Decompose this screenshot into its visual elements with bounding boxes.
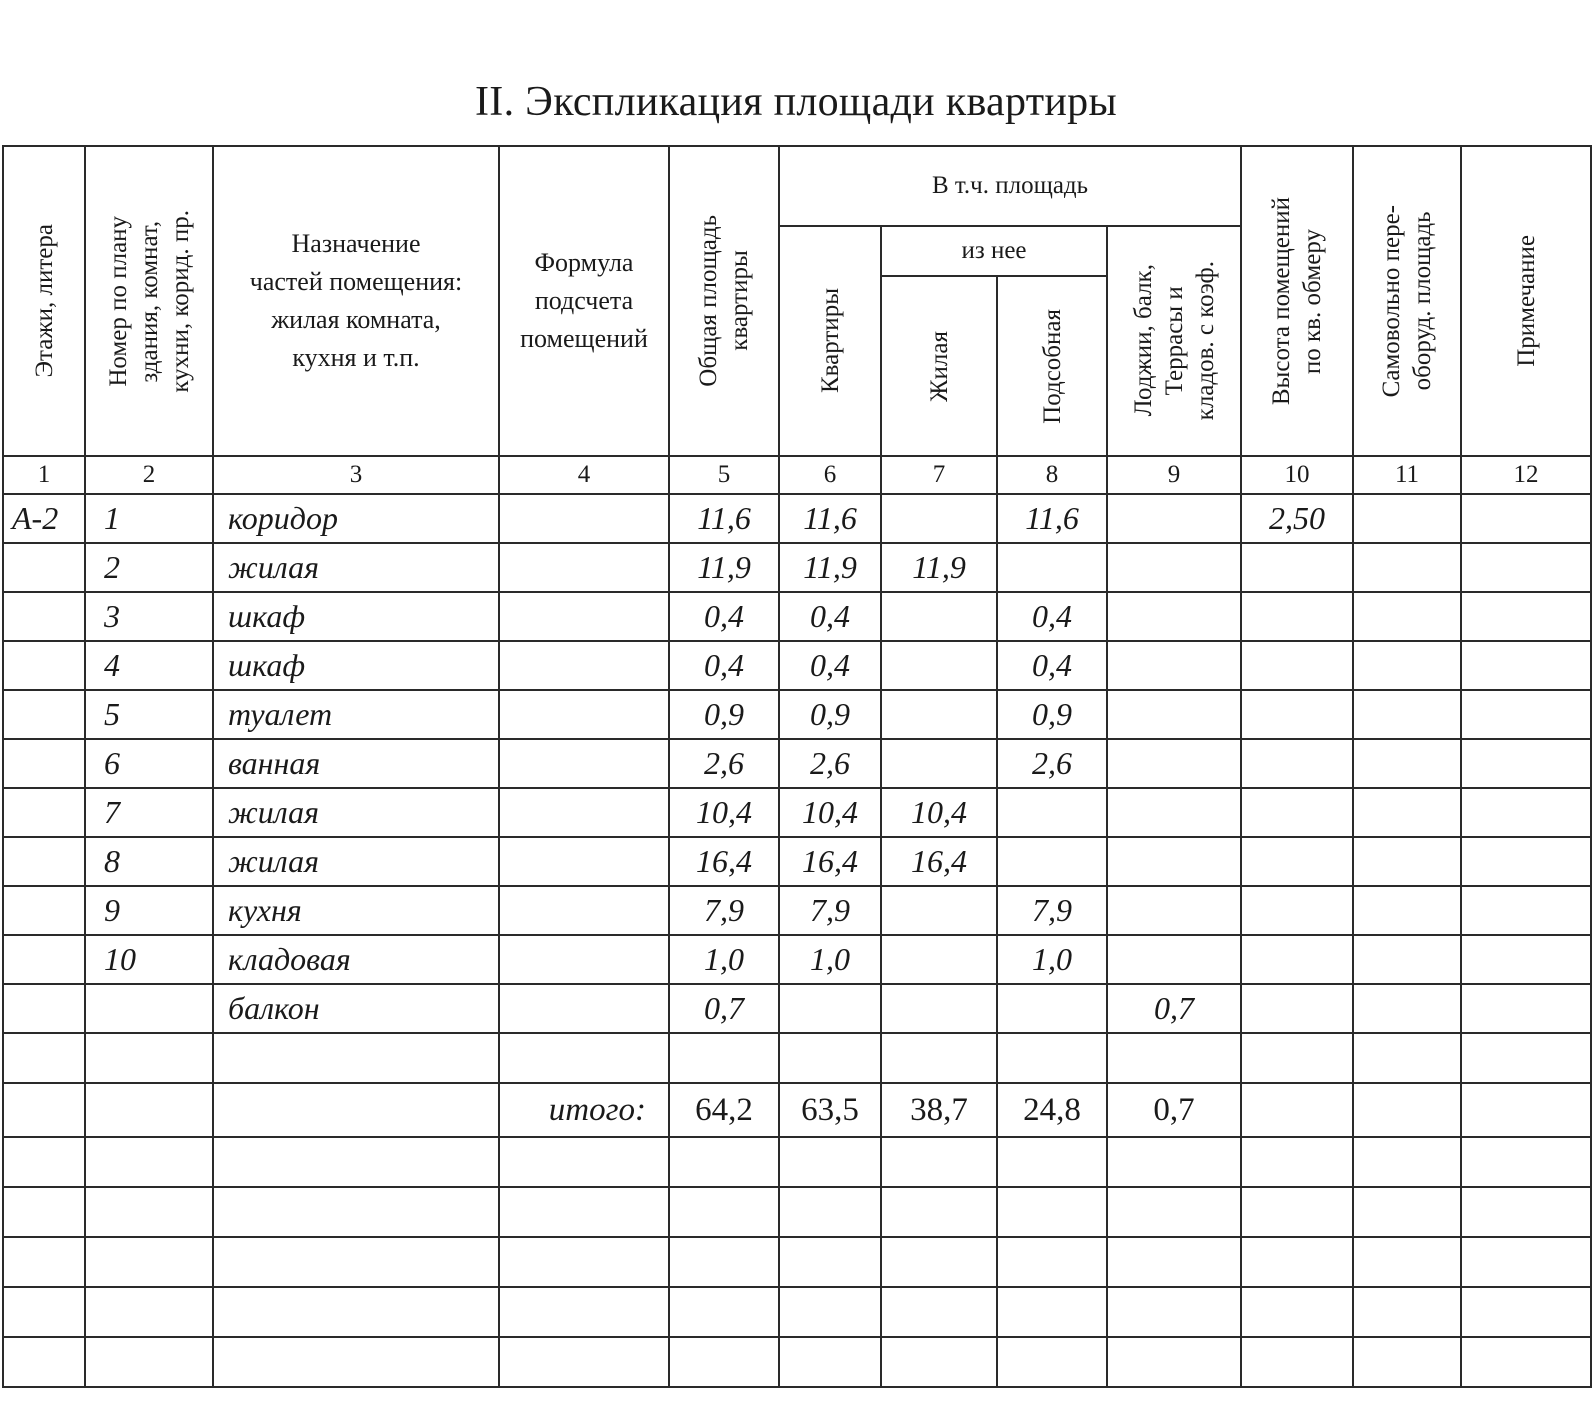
cell-height <box>1241 788 1353 837</box>
cell-formula <box>499 690 669 739</box>
empty-cell <box>779 1287 881 1337</box>
cell-apt: 0,9 <box>779 690 881 739</box>
empty-cell <box>85 1237 213 1287</box>
table-row <box>3 984 1591 1033</box>
header-note: Примечание <box>1461 146 1591 456</box>
empty-cell <box>997 1287 1107 1337</box>
empty-cell <box>1353 1237 1461 1287</box>
column-number: 9 <box>1107 456 1241 494</box>
table-row <box>3 886 1591 935</box>
cell-aux <box>997 984 1107 1033</box>
cell-living: 11,9 <box>881 543 997 592</box>
cell-no: 6 <box>85 739 213 788</box>
table-row <box>3 494 1591 543</box>
cell-loggia <box>1107 641 1241 690</box>
cell-name: шкаф <box>213 592 499 641</box>
cell-total: 1,0 <box>669 935 779 984</box>
cell-loggia <box>1107 788 1241 837</box>
empty-cell <box>1353 1187 1461 1237</box>
cell-note <box>1461 641 1591 690</box>
cell-loggia <box>1107 739 1241 788</box>
cell-note <box>1461 788 1591 837</box>
cell-name: жилая <box>213 543 499 592</box>
cell-no: 1 <box>85 494 213 543</box>
cell-unauth <box>1353 592 1461 641</box>
cell-apt: 2,6 <box>779 739 881 788</box>
cell-aux: 11,6 <box>997 494 1107 543</box>
cell-unauth <box>1353 494 1461 543</box>
column-number: 8 <box>997 456 1107 494</box>
cell-loggia <box>1107 494 1241 543</box>
cell-no: 10 <box>85 935 213 984</box>
empty-row <box>3 1237 1591 1287</box>
cell-formula <box>499 935 669 984</box>
cell-living <box>881 739 997 788</box>
cell-loggia <box>1107 690 1241 739</box>
cell-loggia <box>1107 886 1241 935</box>
total-loggia: 0,7 <box>1107 1083 1241 1137</box>
empty-cell <box>669 1287 779 1337</box>
empty-cell <box>85 1187 213 1237</box>
header-plan-number: Номер по плану здания, комнат, кухни, корид. пр. <box>85 146 213 456</box>
cell-floor: А-2 <box>3 494 85 543</box>
cell-no: 9 <box>85 886 213 935</box>
empty-cell <box>1353 1083 1461 1137</box>
cell-aux: 0,9 <box>997 690 1107 739</box>
empty-row <box>3 1337 1591 1387</box>
cell-name: жилая <box>213 788 499 837</box>
column-number: 1 <box>3 456 85 494</box>
cell-name: ванная <box>213 739 499 788</box>
cell-loggia <box>1107 543 1241 592</box>
cell-formula <box>499 739 669 788</box>
cell-note <box>1461 739 1591 788</box>
cell-living: 10,4 <box>881 788 997 837</box>
empty-cell <box>1461 1187 1591 1237</box>
empty-cell <box>3 1137 85 1187</box>
table-row <box>3 739 1591 788</box>
cell-height <box>1241 984 1353 1033</box>
table-row <box>3 641 1591 690</box>
cell-loggia: 0,7 <box>1107 984 1241 1033</box>
empty-cell <box>499 1237 669 1287</box>
empty-cell <box>1353 1337 1461 1387</box>
cell-no: 7 <box>85 788 213 837</box>
empty-cell <box>213 1033 499 1083</box>
empty-cell <box>1107 1337 1241 1387</box>
cell-total: 10,4 <box>669 788 779 837</box>
empty-cell <box>1461 1137 1591 1187</box>
cell-floor <box>3 641 85 690</box>
empty-cell <box>997 1137 1107 1187</box>
cell-total: 7,9 <box>669 886 779 935</box>
cell-apt: 0,4 <box>779 641 881 690</box>
header-floor: Этажи, литера <box>3 146 85 456</box>
cell-loggia <box>1107 837 1241 886</box>
cell-total: 11,6 <box>669 494 779 543</box>
empty-cell <box>1353 1137 1461 1187</box>
column-number: 2 <box>85 456 213 494</box>
cell-apt <box>779 984 881 1033</box>
header-purpose: Назначение частей помещения: жилая комната, кухня и т.п. <box>213 146 499 456</box>
column-number: 12 <box>1461 456 1591 494</box>
empty-cell <box>3 1337 85 1387</box>
empty-cell <box>1353 1033 1461 1083</box>
cell-no: 3 <box>85 592 213 641</box>
cell-unauth <box>1353 543 1461 592</box>
cell-aux: 1,0 <box>997 935 1107 984</box>
cell-aux: 2,6 <box>997 739 1107 788</box>
empty-cell <box>1107 1033 1241 1083</box>
cell-floor <box>3 543 85 592</box>
empty-cell <box>1107 1137 1241 1187</box>
cell-total: 11,9 <box>669 543 779 592</box>
cell-note <box>1461 592 1591 641</box>
cell-loggia <box>1107 592 1241 641</box>
empty-cell <box>85 1137 213 1187</box>
cell-unauth <box>1353 837 1461 886</box>
cell-name: жилая <box>213 837 499 886</box>
cell-name: туалет <box>213 690 499 739</box>
cell-total: 0,9 <box>669 690 779 739</box>
empty-cell <box>779 1187 881 1237</box>
cell-floor <box>3 837 85 886</box>
empty-cell <box>1461 1237 1591 1287</box>
cell-aux: 7,9 <box>997 886 1107 935</box>
cell-no <box>85 984 213 1033</box>
empty-cell <box>213 1237 499 1287</box>
cell-floor <box>3 788 85 837</box>
table-row <box>3 837 1591 886</box>
cell-formula <box>499 494 669 543</box>
cell-height <box>1241 886 1353 935</box>
header-group-area: В т.ч. площадь <box>779 146 1241 226</box>
empty-cell <box>881 1287 997 1337</box>
header-living: Жилая <box>881 276 997 456</box>
cell-aux <box>997 543 1107 592</box>
empty-cell <box>997 1187 1107 1237</box>
cell-name: коридор <box>213 494 499 543</box>
cell-apt: 0,4 <box>779 592 881 641</box>
cell-height <box>1241 641 1353 690</box>
header-total-area: Общая площадь квартиры <box>669 146 779 456</box>
cell-apt: 11,9 <box>779 543 881 592</box>
empty-cell <box>213 1337 499 1387</box>
empty-cell <box>3 1187 85 1237</box>
cell-floor <box>3 886 85 935</box>
cell-living <box>881 641 997 690</box>
total-label: итого: <box>499 1083 669 1137</box>
empty-cell <box>779 1237 881 1287</box>
empty-cell <box>3 1237 85 1287</box>
cell-note <box>1461 543 1591 592</box>
cell-floor <box>3 739 85 788</box>
cell-total: 16,4 <box>669 837 779 886</box>
cell-total: 2,6 <box>669 739 779 788</box>
cell-no: 2 <box>85 543 213 592</box>
empty-cell <box>1241 1187 1353 1237</box>
cell-height <box>1241 837 1353 886</box>
empty-cell <box>669 1237 779 1287</box>
cell-floor <box>3 690 85 739</box>
empty-cell <box>1241 1237 1353 1287</box>
cell-note <box>1461 837 1591 886</box>
empty-cell <box>881 1137 997 1187</box>
empty-cell <box>1353 1287 1461 1337</box>
cell-height <box>1241 739 1353 788</box>
column-number: 7 <box>881 456 997 494</box>
cell-name: балкон <box>213 984 499 1033</box>
table-row <box>3 592 1591 641</box>
cell-formula <box>499 886 669 935</box>
cell-formula <box>499 592 669 641</box>
empty-cell <box>779 1033 881 1083</box>
cell-aux: 0,4 <box>997 592 1107 641</box>
cell-total: 0,7 <box>669 984 779 1033</box>
table-row <box>3 935 1591 984</box>
column-number: 3 <box>213 456 499 494</box>
cell-unauth <box>1353 739 1461 788</box>
cell-note <box>1461 690 1591 739</box>
cell-aux: 0,4 <box>997 641 1107 690</box>
empty-cell <box>499 1287 669 1337</box>
cell-total: 0,4 <box>669 641 779 690</box>
total-total: 64,2 <box>669 1083 779 1137</box>
empty-cell <box>997 1033 1107 1083</box>
cell-no: 8 <box>85 837 213 886</box>
empty-cell <box>85 1287 213 1337</box>
cell-formula <box>499 837 669 886</box>
empty-cell <box>779 1137 881 1187</box>
cell-living <box>881 886 997 935</box>
cell-name: кухня <box>213 886 499 935</box>
cell-height <box>1241 543 1353 592</box>
empty-cell <box>213 1187 499 1237</box>
cell-floor <box>3 592 85 641</box>
empty-cell <box>881 1237 997 1287</box>
table-row <box>3 543 1591 592</box>
header-formula: Формула подсчета помещений <box>499 146 669 456</box>
column-number: 10 <box>1241 456 1353 494</box>
empty-cell <box>85 1083 213 1137</box>
cell-formula <box>499 543 669 592</box>
cell-unauth <box>1353 886 1461 935</box>
empty-cell <box>1461 1337 1591 1387</box>
cell-apt: 16,4 <box>779 837 881 886</box>
cell-no: 5 <box>85 690 213 739</box>
header-apartment: Квартиры <box>779 226 881 456</box>
cell-apt: 7,9 <box>779 886 881 935</box>
total-living: 38,7 <box>881 1083 997 1137</box>
cell-living: 16,4 <box>881 837 997 886</box>
empty-row <box>3 1137 1591 1187</box>
cell-apt: 1,0 <box>779 935 881 984</box>
cell-total: 0,4 <box>669 592 779 641</box>
page-title: II. Экспликация площади квартиры <box>475 79 1117 125</box>
header-loggia: Лоджии, балк, Террасы и кладов. с коэф. <box>1107 226 1241 456</box>
header-subgroup: из нее <box>881 226 1107 276</box>
empty-cell <box>85 1337 213 1387</box>
empty-cell <box>1107 1237 1241 1287</box>
empty-cell <box>881 1337 997 1387</box>
empty-cell <box>499 1337 669 1387</box>
empty-row <box>3 1287 1591 1337</box>
cell-aux <box>997 788 1107 837</box>
empty-cell <box>997 1237 1107 1287</box>
cell-unauth <box>1353 935 1461 984</box>
header-height: Высота помещений по кв. обмеру <box>1241 146 1353 456</box>
cell-apt: 10,4 <box>779 788 881 837</box>
table-row <box>3 788 1591 837</box>
empty-cell <box>499 1033 669 1083</box>
empty-cell <box>3 1287 85 1337</box>
empty-cell <box>669 1137 779 1187</box>
empty-cell <box>499 1187 669 1237</box>
empty-cell <box>3 1083 85 1137</box>
total-apt: 63,5 <box>779 1083 881 1137</box>
cell-living <box>881 935 997 984</box>
empty-cell <box>1241 1083 1353 1137</box>
cell-height <box>1241 690 1353 739</box>
empty-cell <box>669 1337 779 1387</box>
empty-cell <box>881 1033 997 1083</box>
empty-cell <box>213 1287 499 1337</box>
empty-cell <box>1107 1287 1241 1337</box>
empty-cell <box>1241 1137 1353 1187</box>
empty-cell <box>1107 1187 1241 1237</box>
column-number: 4 <box>499 456 669 494</box>
empty-cell <box>669 1033 779 1083</box>
empty-row <box>3 1187 1591 1237</box>
empty-cell <box>213 1083 499 1137</box>
table-row <box>3 690 1591 739</box>
cell-formula <box>499 641 669 690</box>
empty-cell <box>1461 1287 1591 1337</box>
column-number: 11 <box>1353 456 1461 494</box>
cell-living <box>881 494 997 543</box>
cell-unauth <box>1353 690 1461 739</box>
header-auxiliary: Подсобная <box>997 276 1107 456</box>
cell-height <box>1241 935 1353 984</box>
empty-cell <box>1241 1337 1353 1387</box>
empty-cell <box>1461 1033 1591 1083</box>
cell-name: шкаф <box>213 641 499 690</box>
cell-apt: 11,6 <box>779 494 881 543</box>
cell-living <box>881 690 997 739</box>
cell-formula <box>499 984 669 1033</box>
cell-living <box>881 984 997 1033</box>
explication-table <box>2 145 1592 1388</box>
column-number-row <box>3 456 1591 494</box>
cell-formula <box>499 788 669 837</box>
cell-note <box>1461 494 1591 543</box>
empty-cell <box>779 1337 881 1387</box>
empty-cell <box>213 1137 499 1187</box>
cell-floor <box>3 984 85 1033</box>
column-number: 5 <box>669 456 779 494</box>
empty-row <box>3 1033 1591 1083</box>
cell-name: кладовая <box>213 935 499 984</box>
cell-unauth <box>1353 984 1461 1033</box>
empty-cell <box>1241 1033 1353 1083</box>
cell-unauth <box>1353 788 1461 837</box>
cell-note <box>1461 984 1591 1033</box>
empty-cell <box>669 1187 779 1237</box>
cell-note <box>1461 886 1591 935</box>
empty-cell <box>1461 1083 1591 1137</box>
cell-unauth <box>1353 641 1461 690</box>
total-aux: 24,8 <box>997 1083 1107 1137</box>
empty-cell <box>499 1137 669 1187</box>
column-number: 6 <box>779 456 881 494</box>
cell-aux <box>997 837 1107 886</box>
empty-cell <box>1241 1287 1353 1337</box>
cell-height <box>1241 592 1353 641</box>
cell-note <box>1461 935 1591 984</box>
cell-no: 4 <box>85 641 213 690</box>
cell-floor <box>3 935 85 984</box>
empty-cell <box>85 1033 213 1083</box>
empty-cell <box>997 1337 1107 1387</box>
empty-cell <box>881 1187 997 1237</box>
cell-living <box>881 592 997 641</box>
cell-loggia <box>1107 935 1241 984</box>
header-unauthorized: Самовольно пере- оборуд. площадь <box>1353 146 1461 456</box>
total-row <box>3 1083 1591 1137</box>
empty-cell <box>3 1033 85 1083</box>
cell-height: 2,50 <box>1241 494 1353 543</box>
